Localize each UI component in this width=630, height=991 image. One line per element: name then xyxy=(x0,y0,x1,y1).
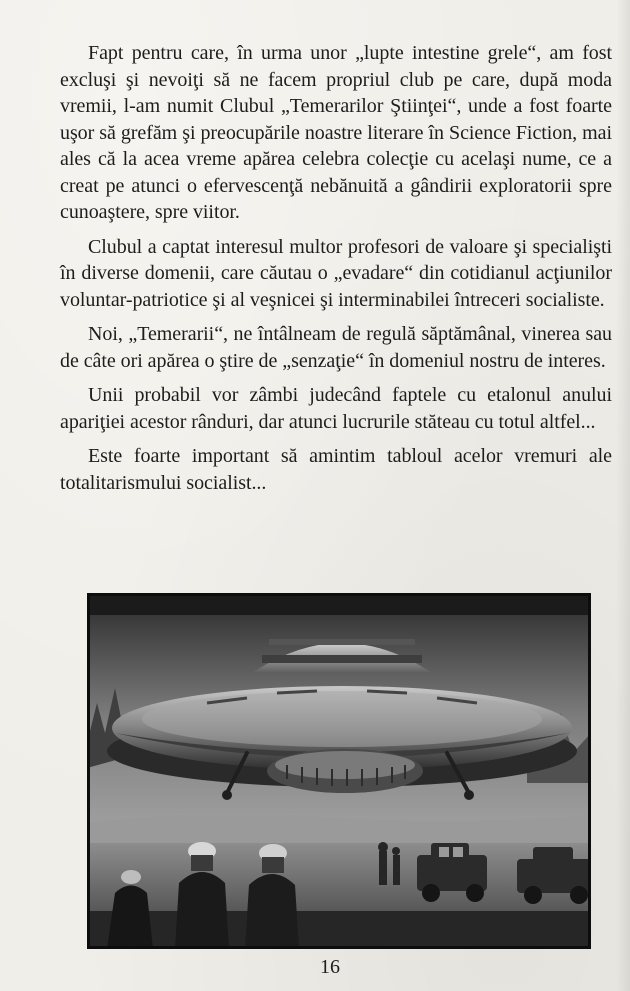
paragraph-4: Unii probabil vor zâmbi judecând faptele cu etalonul anului apariţiei acestor rânduri, dar atunci lucrurile stăteau cu totul altfel... xyxy=(60,384,612,433)
paragraph-1: Fapt pentru care, în urma unor „lupte intestine grele“, am fost excluşi şi nevoiţi să ne facem propriul club pe care, după moda vremii, l-am numit Clubul „Temerarilor Ştiinţei“, unde a fost foarte uşor să grefăm şi preocupările noastre literare în Science Fiction, mai ales că la acea vreme apărea celebra colecţie cu acelaşi nume, ce a creat pe atunci o efervescenţă nebănuită a gândirii exploratorii spre cunoaştere, spre viitor. xyxy=(60,42,612,223)
paragraph-3: Noi, „Temerarii“, ne întâlneam de regulă săptămânal, vinerea sau de câte ori apărea o ştire de „senzaţie“ în domeniul nostru de interes. xyxy=(60,323,612,372)
paragraph-5: Este foarte important să amintim tabloul acelor vremuri ale totalitarismului socialist... xyxy=(60,445,612,494)
body-text xyxy=(60,40,612,504)
ufo-photograph xyxy=(87,593,591,949)
page-number: 16 xyxy=(320,956,340,978)
paragraph-2: Clubul a captat interesul multor profesori de valoare şi specialişti în diverse domenii, care căutau o „evadare“ din cotidianul acţiunilor voluntar-patriotice şi al veşnicei şi interminabilei întreceri socialiste. xyxy=(60,235,612,311)
page-edge-shadow xyxy=(616,0,630,991)
